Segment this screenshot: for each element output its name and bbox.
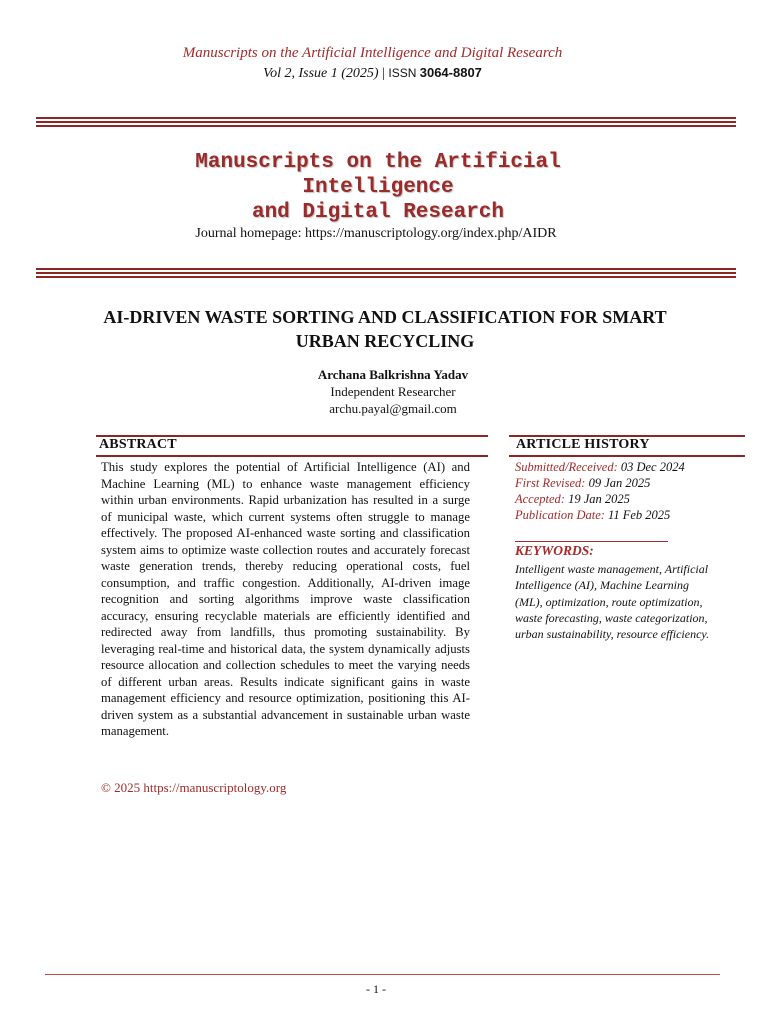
volume-issue: Vol 2, Issue 1 (2025): [263, 66, 379, 81]
masthead-line: Manuscripts on the Artificial: [195, 151, 561, 174]
published-date: 11 Feb 2025: [604, 508, 671, 522]
abstract-text: This study explores the potential of Artificial Intelligence (AI) and Machine Learning (ML) to enhance waste management efficiency within urban environments. Rapid urbanization has resulted in a surge of municipal waste, which current systems often struggle to manage effectively. The proposed AI-enhanced waste sorting and classification system aims to optimize waste collection routes and accurately forecast waste generation trends, thereby reducing operational costs, fuel consumption, and traffic congestion. Additionally, AI-driven image recognition and sorting algorithms improve waste classification accuracy, ensuring recyclable materials are efficiently identified and redirected away from landfills, thus promoting sustainability. By leveraging real-time and historical data, the system dynamically adjusts resource allocation and collection schedules to meet the varying needs of different urban areas. Results indicate significant gains in waste management efficiency and resource optimization, positioning this AI-driven system as a substantial advancement in sustainable urban waste management.: [101, 460, 470, 738]
submitted-label: Submitted/Received:: [515, 460, 618, 474]
masthead-line: and Digital Research: [251, 201, 505, 224]
masthead-line: Intelligence: [302, 176, 454, 199]
author-affiliation: Independent Researcher: [330, 384, 456, 399]
top-divider: [36, 117, 736, 129]
published-label: Publication Date:: [515, 508, 605, 522]
history-submitted: [515, 459, 685, 475]
copyright-link[interactable]: © 2025 https://manuscriptology.org: [101, 780, 287, 795]
journal-homepage[interactable]: Journal homepage: https://manuscriptology.org/index.php/AIDR: [195, 226, 557, 241]
footer-rule: [45, 974, 720, 975]
keywords-heading: KEYWORDS:: [515, 543, 594, 558]
issn-number: 3064-8807: [419, 65, 482, 80]
history-revised: [515, 475, 650, 491]
page-number: - 1 -: [366, 982, 386, 996]
author-email[interactable]: archu.payal@gmail.com: [329, 401, 457, 416]
history-published: [515, 507, 670, 523]
abstract-bottom-rule: [96, 455, 488, 457]
abstract-heading: ABSTRACT: [99, 437, 177, 452]
revised-date: 09 Jan 2025: [585, 476, 651, 490]
submitted-date: 03 Dec 2024: [617, 460, 685, 474]
history-accepted: [515, 491, 630, 507]
article-title: [40, 305, 730, 353]
history-heading: ARTICLE HISTORY: [516, 437, 650, 452]
history-bottom-rule: [509, 455, 745, 457]
keywords-text: Intelligent waste management, Artificial Intelligence (AI), Machine Learning (ML), optimization, route optimization, waste forecasting, waste categorization, urban sustainability, resource efficiency.: [515, 562, 710, 642]
title-line: AI-DRIVEN WASTE SORTING AND CLASSIFICATION FOR SMART: [103, 307, 667, 327]
accepted-label: Accepted:: [515, 492, 565, 506]
journal-masthead: [90, 150, 666, 225]
keywords-rule: [515, 541, 668, 542]
title-line: URBAN RECYCLING: [295, 331, 475, 351]
issn-separator: |: [378, 66, 389, 81]
accepted-date: 19 Jan 2025: [564, 492, 630, 506]
masthead-divider: [36, 268, 736, 280]
revised-label: First Revised:: [515, 476, 586, 490]
volume-issn-line: [0, 65, 745, 82]
journal-name-header: Manuscripts on the Artificial Intelligence and Digital Research: [182, 45, 563, 61]
issn-label: ISSN: [388, 66, 420, 80]
author-name: Archana Balkrishna Yadav: [317, 367, 469, 382]
